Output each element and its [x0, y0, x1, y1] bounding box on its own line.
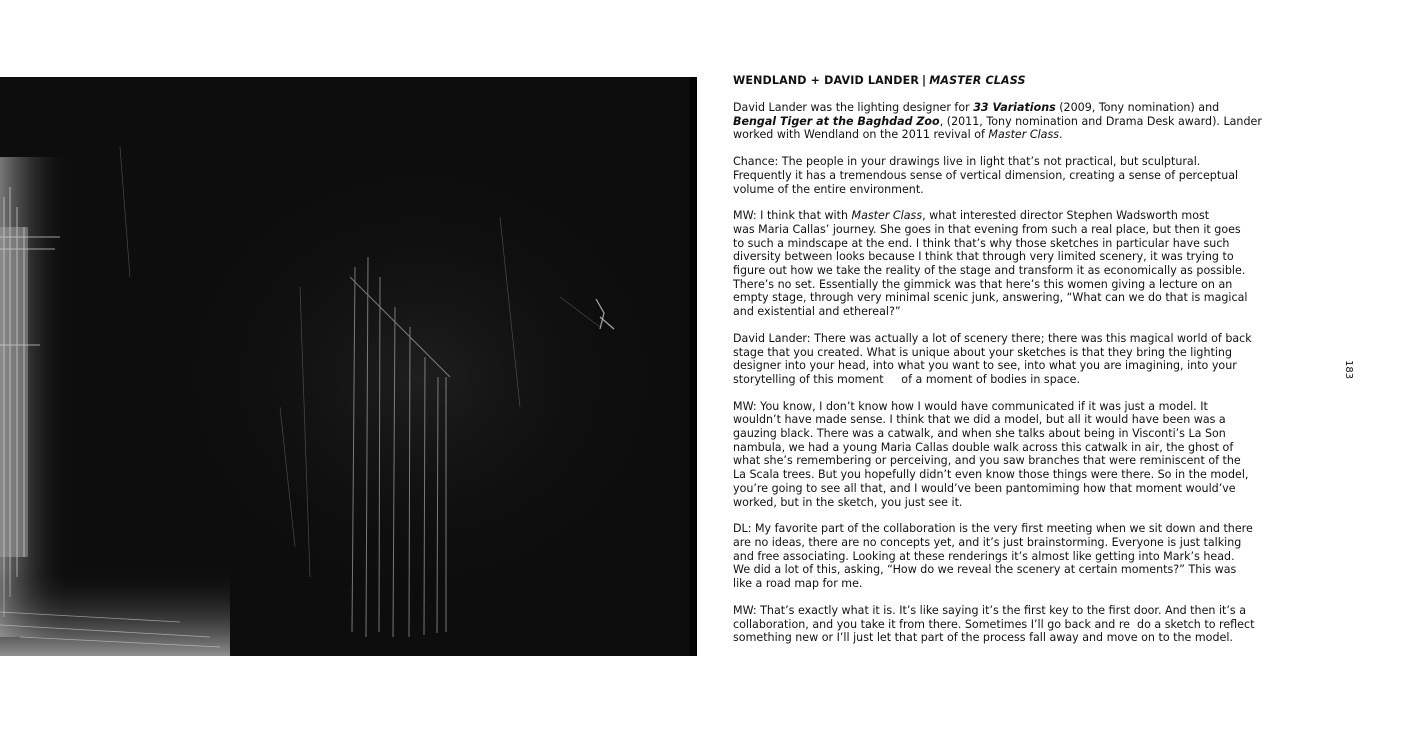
lander-paragraph-1 — [733, 332, 1308, 387]
paragraph-line: DL: My favorite part of the collaboration is the very first meeting when we sit down and there — [733, 522, 1253, 536]
mw1-text: , what interested director Stephen Wadsworth most — [922, 209, 1210, 223]
paragraph-line: you’re going to see all that, and I would’ve been pantomiming how that moment would’ve — [733, 481, 1236, 495]
stage-sketch-image — [0, 77, 697, 656]
article-heading — [733, 74, 1308, 88]
paragraph-line: stage that you created. What is unique about your sketches is that they bring the lighting — [733, 345, 1232, 359]
paragraph-line: MW: You know, I don’t know how I would have communicated if it was just a model. It — [733, 399, 1208, 413]
intro-text: . — [1059, 128, 1063, 142]
paragraph-line: diversity between looks because I think that through very limited scenery, it was trying to — [733, 250, 1234, 264]
paragraph-line: like a road map for me. — [733, 577, 863, 591]
stage-sketch-photo — [0, 77, 697, 656]
paragraph-line: Chance: The people in your drawings live in light that’s not practical, but sculptural. — [733, 155, 1201, 169]
paragraph-line: collaboration, and you take it from there. Sometimes I’ll go back and re do a sketch to reflect — [733, 617, 1255, 631]
mw-paragraph-1 — [733, 209, 1308, 319]
interview-text — [733, 74, 1308, 658]
intro-paragraph — [733, 101, 1308, 142]
paragraph-line: to such a mindscape at the end. I think that’s why those sketches in particular have such — [733, 236, 1230, 250]
heading-production: MASTER CLASS — [929, 74, 1026, 87]
paragraph-line: gauzing black. There was a catwalk, and when she talks about being in Visconti’s La Son — [733, 427, 1226, 441]
paragraph-line: wouldn’t have made sense. I think that we did a model, but all it would have been was a — [733, 413, 1226, 427]
paragraph-line: nambula, we had a young Maria Callas double walk across this catwalk in air, the ghost of — [733, 440, 1234, 454]
paragraph-line: what she’s remembering or perceiving, and you saw branches that were reminiscent of the — [733, 454, 1241, 468]
intro-text: (2009, Tony nomination) and — [1055, 101, 1220, 114]
paragraph-line: We did a lot of this, asking, “How do we reveal the scenery at certain moments?” This was — [733, 563, 1237, 577]
paragraph-line: and existential and ethereal?” — [733, 305, 901, 319]
paragraph-line: MW: That’s exactly what it is. It’s like saying it’s the first key to the first door. And then it’s a — [733, 603, 1247, 617]
intro-text: , (2011, Tony nomination and Drama Desk award). Lander — [939, 114, 1262, 128]
paragraph-line: storytelling of this moment of a moment of bodies in space. — [733, 372, 1080, 386]
page-number: 183 — [1343, 360, 1354, 380]
intro-title-bengal-tiger: Bengal Tiger at the Baghdad Zoo — [733, 114, 940, 128]
paragraph-line: volume of the entire environment. — [733, 182, 924, 196]
paragraph-line: are no ideas, there are no concepts yet, and it’s just brainstorming. Everyone is just talking — [733, 535, 1242, 549]
paragraph-line: was Maria Callas’ journey. She goes in that evening from such a real place, but then it goes — [733, 222, 1241, 236]
paragraph-line: worked, but in the sketch, you just see it. — [733, 495, 963, 509]
intro-text: worked with Wendland on the 2011 revival of — [733, 128, 989, 142]
intro-line-2 — [733, 115, 1308, 129]
mw1-text: MW: I think that with — [733, 209, 852, 223]
paragraph-line: something new or I’ll just let that part of the process fall away and move on to the model. — [733, 631, 1233, 645]
heading-separator: | — [922, 74, 927, 87]
intro-title-33-variations: 33 Variations — [973, 101, 1056, 114]
dl-paragraph-2 — [733, 522, 1308, 591]
paragraph-line: designer into your head, into what you want to see, into what you are imagining, into your — [733, 359, 1237, 373]
paragraph-line: Frequently it has a tremendous sense of vertical dimension, creating a sense of perceptual — [733, 168, 1239, 182]
paragraph-line: David Lander: There was actually a lot of scenery there; there was this magical world of back — [733, 331, 1252, 345]
intro-line-1 — [733, 101, 1308, 115]
chance-paragraph — [733, 155, 1308, 196]
intro-title-master-class: Master Class — [988, 128, 1060, 142]
paragraph-line — [733, 209, 1308, 223]
heading-names: WENDLAND + DAVID LANDER — [733, 74, 920, 87]
mw1-title-master-class: Master Class — [851, 209, 923, 223]
mw-paragraph-2 — [733, 400, 1308, 510]
mw-paragraph-3 — [733, 604, 1308, 645]
paragraph-line: and free associating. Looking at these renderings it’s almost like getting into Mark’s head. — [733, 549, 1235, 563]
paragraph-line: empty stage, through very minimal scenic junk, answering, “What can we do that is magical — [733, 291, 1248, 305]
intro-line-3 — [733, 128, 1308, 142]
intro-text: David Lander was the lighting designer for — [733, 101, 974, 114]
paragraph-line: There’s no set. Essentially the gimmick was that here’s this women giving a lecture on an — [733, 277, 1233, 291]
paragraph-line: La Scala trees. But you hopefully didn’t even know those things were there. So in the model, — [733, 468, 1249, 482]
paragraph-line: figure out how we take the reality of the stage and transform it as economically as possible. — [733, 264, 1246, 278]
